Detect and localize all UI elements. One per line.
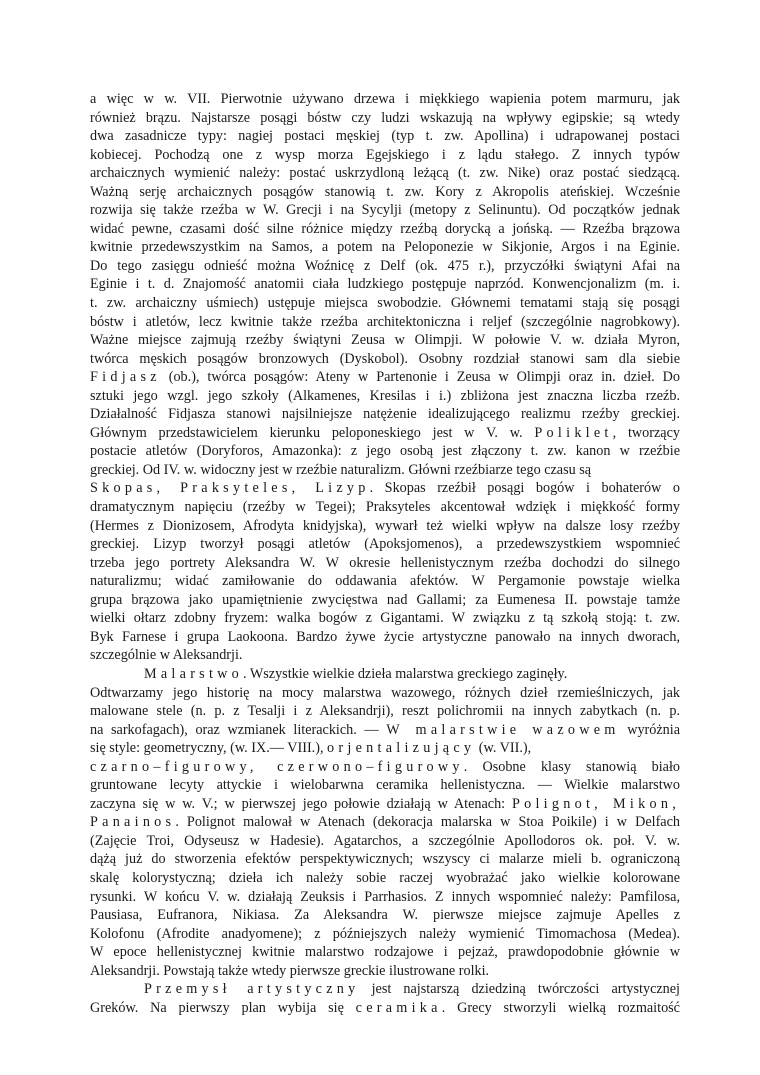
text-line xyxy=(90,275,680,294)
text-line xyxy=(90,906,680,925)
text-line xyxy=(90,127,680,146)
text-segment: Ważną serję archaicznych posągów stanowią t. zw. Kory z Akropolis ateńskiej. Wcześnie xyxy=(90,183,680,200)
text-line xyxy=(90,888,680,907)
text-segment: W epoce hellenistycznej kwitnie malarstwo rodzajowe i pejzaż, prawdopodobnie głównie w xyxy=(90,944,680,961)
text-segment: sztuki jego wzgl. jego szkoły (Alkamenes, Kresilas i i.) zbliżona jest znaczna liczba rzeźb. xyxy=(90,387,680,404)
spaced-emphasis: W malarstwie wazowem xyxy=(386,721,620,738)
text-line xyxy=(90,201,680,220)
text-segment: widać pewne, czasami dość silne różnice między rzeźbą dorycką a jońską. — Rzeźba brązowa xyxy=(90,220,680,237)
text-segment: zaczyna się w w. V.; w pierwszej jego połowie działają w Atenach: xyxy=(90,795,512,812)
text-line xyxy=(90,943,680,962)
text-segment: rysunki. W końcu V. w. działają Zeuksis i Parrhasios. Z innych wspomnieć należy: Pamfilosa, xyxy=(90,888,680,905)
text-segment: Kolofonu (Afrodite anadyomene); z późniejszych należy wymienić Timomachosa (Medea). xyxy=(90,925,680,942)
text-line xyxy=(90,721,680,740)
text-line xyxy=(90,572,680,591)
text-line xyxy=(90,294,680,313)
text-line xyxy=(90,517,680,536)
text-line xyxy=(90,795,680,814)
text-segment: wyróżnia xyxy=(619,721,681,738)
spaced-emphasis: Panainos xyxy=(90,814,176,831)
document-page xyxy=(90,90,680,1017)
text-segment: kobiecej. Pochodzą one z wysp morza Egejskiego i z lądu stałego. Z innych typów xyxy=(90,146,680,163)
text-line xyxy=(90,554,680,573)
text-line xyxy=(90,628,680,647)
text-segment: twórca męskich posągów bronzowych (Dyskobol). Osobny rozdział stanowi sam dla siebie xyxy=(90,350,680,367)
text-segment: . Polignot malował w Atenach (dekoracja malarska w Stoa Poikile) i w Delfach xyxy=(175,814,680,831)
text-segment: . Osobne klasy stanowią biało xyxy=(463,758,681,775)
spaced-emphasis: Skopas, Praksyteles, Lizyp xyxy=(90,480,370,497)
text-segment: Byk Farnese i grupa Laokoona. Bardzo żywe życie artystyczne panowało na innych dworach, xyxy=(90,628,680,645)
text-line xyxy=(90,646,680,665)
text-line xyxy=(90,832,680,851)
spaced-emphasis: orjentalizujący xyxy=(327,740,476,757)
text-segment: Ważne miejsce zajmują rzeźby świątyni Zeusa w Olimpji. W połowie V. w. działa Myron, xyxy=(90,332,680,349)
text-line xyxy=(90,850,680,869)
text-line xyxy=(90,164,680,183)
text-line xyxy=(90,479,680,498)
spaced-emphasis: czarno–figurowy, czerwono–figurowy xyxy=(90,758,464,775)
spaced-emphasis: Przemysł artystyczny xyxy=(144,981,360,998)
text-line xyxy=(90,350,680,369)
text-line xyxy=(90,999,680,1018)
text-line xyxy=(90,739,680,758)
text-line xyxy=(90,442,680,461)
text-segment: a więc w w. VII. Pierwotnie używano drzewa i miękkiego wapienia potem marmuru, jak xyxy=(90,91,680,107)
text-segment: wielki ołtarz zdobny fryzem: walka bogów z Gigantami. W związku z tą szkołą stoją: t. zw. xyxy=(90,610,680,627)
text-segment: kwitnie przedewszystkim na Samos, a potem na Peloponezie w Sikjonie, Argos i na Eginie. xyxy=(90,239,680,256)
text-segment: skalę kolorystyczną; dzieła ich należy sobie raczej wyobrażać jako wielkie kolorowane xyxy=(90,869,680,886)
text-line xyxy=(90,665,680,684)
text-segment: postacie atletów (Doryforos, Amazonka): z jego osobą jest złączony t. zw. kanon w rzeźbie xyxy=(90,443,680,460)
text-segment: t. zw. archaiczny uśmiech) ustępuje miejsca swobodzie. Głównemi tematami stają się posągi xyxy=(90,295,680,312)
text-line xyxy=(90,535,680,554)
text-line xyxy=(90,925,680,944)
text-line xyxy=(90,461,680,480)
text-segment: naturalizmu; widać zamiłowanie do oddawania afektów. W Pergamonie powstaje wielka xyxy=(90,573,680,590)
text-segment: Odtwarzamy jego historię na mocy malarstwa wazowego, różnych dzieł rzemieślniczych, jak xyxy=(90,684,680,701)
text-line xyxy=(90,702,680,721)
text-segment: archaicznych wymienić należy: postać uskrzydloną leżącą (t. zw. Nike) oraz postać siedzącą. xyxy=(90,165,680,182)
text-line xyxy=(90,90,680,109)
text-segment: Greków. Na pierwszy plan wybija się xyxy=(90,999,356,1016)
text-segment: Do tego zasięgu odnieść można Woźnicę z Delf (ok. 475 r.), przyczółki świątyni Afai na xyxy=(90,257,680,274)
text-segment: rozwija się także rzeźba w W. Grecji i na Sycylji (metopy z Selinuntu). Od początków jednak xyxy=(90,202,680,219)
text-segment: również brązu. Najstarsze posągi bóstw czy ludzi wskazują na wpływy egipskie; są wtedy xyxy=(90,109,680,126)
text-line xyxy=(90,980,680,999)
text-segment: gruntowane lecyty attyckie i wielobarwna ceramika hellenistyczna. — Wielkie malarstwo xyxy=(90,777,680,794)
text-line xyxy=(90,758,680,777)
text-segment: się style: geometryczny, (w. IX.— VIII.), xyxy=(90,740,328,757)
text-line xyxy=(90,368,680,387)
text-segment: Pausiasa, Eufranora, Nikiasa. Za Aleksandra W. pierwsze miejsce zajmuje Apelles z xyxy=(90,907,680,924)
text-line xyxy=(90,813,680,832)
text-segment: na sarkofagach), oraz wzmianek literackich. — xyxy=(90,721,387,738)
text-line xyxy=(90,220,680,239)
text-line xyxy=(90,591,680,610)
text-segment: (ob.), twórca posągów: Ateny w Partenonie i Zeusa w Olimpji oraz in. dzieł. Do xyxy=(160,369,680,386)
text-line xyxy=(90,331,680,350)
text-line xyxy=(90,498,680,517)
text-line xyxy=(90,387,680,406)
text-segment: , tworzący xyxy=(612,424,680,441)
spaced-emphasis: ceramika xyxy=(355,999,442,1016)
text-segment: greckiej. Od IV. w. widoczny jest w rzeźbie naturalizm. Główni rzeźbiarze tego czasu są xyxy=(90,461,592,478)
text-segment: Działalność Fidjasza stanowi najsilniejsze natężenie idealizującego realizmu rzeźby greckiej. xyxy=(90,406,680,423)
text-line xyxy=(90,146,680,165)
text-line xyxy=(90,405,680,424)
spaced-emphasis: Poliklet xyxy=(534,424,613,441)
text-segment: Głównym przedstawicielem kierunku peloponeskiego jest w V. w. xyxy=(90,424,535,441)
text-line xyxy=(90,869,680,888)
text-segment: Aleksandrji. Powstają także wtedy pierwsze greckie ilustrowane rolki. xyxy=(90,962,490,979)
text-segment: . Wszystkie wielkie dzieła malarstwa greckiego zaginęły. xyxy=(243,665,568,682)
text-segment: grupa brązowa jako upamiętnienie zwycięstwa nad Gallami; za Eumenesa II. powstaje tamże xyxy=(90,591,680,608)
text-segment: (Zajęcie Troi, Odyseusz w Hadesie). Agatarchos, a szczególnie Apollodoros ok. poł. V. w. xyxy=(90,832,680,849)
text-segment: dążą już do stworzenia efektów perspektywicznych; wszyscy ci malarze mieli b. ograniczoną xyxy=(90,851,680,868)
text-line xyxy=(90,424,680,443)
text-segment: . Skopas rzeźbił posągi bogów i bohaterów o xyxy=(369,480,680,497)
text-segment: greckiej. Lizyp tworzył posągi atletów (Apoksjomenos), a przedewszystkiem wspomnieć xyxy=(90,536,680,553)
text-line xyxy=(90,109,680,128)
text-segment: Eginie i t. d. Znajomość anatomii ciała ludzkiego postępuje naprzód. Konwencjonalizm (m. i. xyxy=(90,276,680,293)
text-line xyxy=(90,609,680,628)
text-segment: . Grecy stworzyli wielką rozmaitość xyxy=(441,999,680,1016)
text-line xyxy=(90,257,680,276)
text-segment: dramatycznym napięciu (rzeźby w Tegei); Praksyteles akcentował wdzięk i miękkość formy xyxy=(90,499,680,516)
text-segment: jest najstarszą dziedziną twórczości artystycznej xyxy=(359,981,680,998)
text-segment: dwa zasadnicze typy: nagiej postaci męskiej (typ t. zw. Apollina) i udrapowanej postaci xyxy=(90,128,680,145)
text-segment: (Hermes z Dionizosem, Afrodyta knidyjska), wywarł też wielki wpływ na dalsze losy rzeźby xyxy=(90,517,680,534)
text-segment: trzeba jego portrety Aleksandra W. W okresie hellenistycznym rzeźba dochodzi do silnego xyxy=(90,554,680,571)
text-line xyxy=(90,313,680,332)
text-line xyxy=(90,684,680,703)
text-line xyxy=(90,238,680,257)
text-line xyxy=(90,962,680,981)
text-segment: malowane stele (n. p. z Tesalji i z Aleksandrji), reszt polichromii na innych zabytkach (n. p. xyxy=(90,703,680,720)
text-segment: (w. VII.), xyxy=(475,740,532,757)
spaced-emphasis: Polignot, Mikon, xyxy=(511,795,681,812)
text-segment: szczególnie w Aleksandrji. xyxy=(90,647,243,664)
spaced-emphasis: Fidjasz xyxy=(90,369,161,386)
text-line xyxy=(90,183,680,202)
spaced-emphasis: Malarstwo xyxy=(144,665,244,682)
text-line xyxy=(90,776,680,795)
text-segment: bóstw i atletów, lecz kwitnie także rzeźba architektoniczna i reljef (szczególnie nagrobkowy). xyxy=(90,313,680,330)
